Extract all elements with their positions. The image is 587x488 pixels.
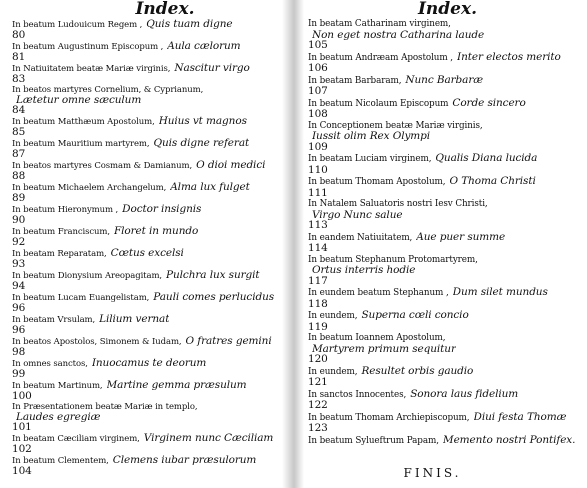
- index-entry: [12, 116, 278, 138]
- entry-incipit: Nunc Barbaræ: [405, 74, 484, 85]
- page-number: 113: [308, 219, 328, 231]
- entry-title: In beatum Ludouicum Regem ,: [12, 20, 143, 30]
- index-entry: [12, 402, 278, 433]
- index-entry: [308, 232, 577, 255]
- index-entry: [308, 366, 577, 389]
- entry-title: In eundem,: [308, 366, 358, 377]
- right-page: [290, 0, 587, 488]
- entry-incipit: Ortus interris hodie: [312, 265, 416, 276]
- index-entry: [12, 455, 278, 477]
- entry-incipit: Lætetur omne sæculum: [16, 95, 142, 105]
- entry-title: In sanctos Innocentes,: [308, 389, 407, 400]
- entry-incipit: Sonora laus fidelium: [410, 388, 519, 399]
- entry-title: In beatam Vrsulam,: [12, 315, 96, 325]
- entry-incipit: O dioi medici: [196, 160, 266, 170]
- page-number: 123: [308, 422, 328, 434]
- page-number: 98: [12, 346, 26, 358]
- page-number: 117: [308, 274, 328, 287]
- entry-incipit: Martyrem primum sequitur: [312, 343, 456, 354]
- entry-incipit: Nascitur virgo: [174, 63, 250, 73]
- page-number: 93: [12, 258, 26, 270]
- index-entry: [12, 19, 278, 41]
- index-entry: [12, 63, 278, 85]
- entry-title: In beatos martyres Cornelium, & Cyprianum,: [12, 85, 204, 95]
- entry-title: In beatum Thomam Apostolum,: [308, 177, 446, 187]
- index-entry: [12, 160, 278, 182]
- page-number: 108: [308, 108, 328, 120]
- entry-incipit: Alma lux fulget: [170, 182, 250, 192]
- entry-title: In beatam Catharinam virginem,: [308, 19, 451, 29]
- page-number: 118: [308, 297, 328, 310]
- entry-incipit: Lilium vernat: [99, 314, 170, 324]
- entry-incipit: Huius vt magnos: [158, 116, 247, 126]
- index-entry: [308, 153, 577, 176]
- page-number: 88: [12, 170, 26, 182]
- page-title: Index.: [417, 0, 478, 19]
- entry-incipit: Iussit olim Rex Olympi: [312, 131, 431, 142]
- entry-incipit: Non eget nostra Catharina laude: [312, 29, 485, 40]
- index-entry: [308, 121, 577, 154]
- index-entry: [12, 380, 278, 402]
- entry-title: In beatum Thomam Archiepiscopum,: [308, 412, 470, 423]
- page-number: 80: [12, 29, 26, 41]
- entry-incipit: Floret in mundo: [113, 226, 199, 236]
- page-number: 83: [12, 73, 26, 85]
- finis-label: FINIS.: [403, 466, 462, 480]
- entry-incipit: Aula cælorum: [167, 41, 241, 51]
- entry-title: In beatum Nicolaum Episcopum: [308, 98, 449, 109]
- entry-incipit: Pulchra lux surgit: [166, 270, 260, 280]
- entry-title: In beatam Luciam virginem,: [308, 154, 432, 164]
- entry-incipit: O fratres gemini: [185, 336, 272, 346]
- entry-title: In beatum Ioannem Apostolum,: [308, 333, 446, 343]
- entry-title: In beatum Lucam Euangelistam,: [12, 293, 150, 303]
- index-entry: [308, 333, 577, 366]
- entry-title: In eandem Natiuitatem,: [308, 232, 413, 243]
- entry-title: In Conceptionem beatæ Mariæ virginis,: [308, 120, 483, 131]
- page-number: 104: [12, 465, 32, 477]
- entry-title: In beatum Augustinum Episcopum ,: [12, 42, 164, 52]
- entry-incipit: Doctor insignis: [122, 204, 202, 214]
- page-number: 107: [308, 85, 328, 97]
- entry-title: In eundem,: [308, 311, 358, 321]
- entry-incipit: O Thoma Christi: [449, 176, 536, 187]
- page-number: 121: [308, 376, 328, 388]
- entry-incipit: Resultet orbis gaudio: [361, 365, 474, 376]
- index-entry: [12, 336, 278, 358]
- entry-incipit: Cœtus excelsi: [110, 248, 184, 258]
- page-title: Index.: [135, 0, 195, 19]
- page-number: 87: [12, 148, 26, 160]
- index-entry: [12, 41, 278, 63]
- page-number: 101: [12, 421, 32, 433]
- entry-title: In Natalem Saluatoris nostri Iesv Christi,: [308, 199, 488, 209]
- page-number: 84: [12, 104, 26, 116]
- entry-incipit: Memento nostri Pontifex.: [442, 434, 576, 445]
- index-entry: [12, 204, 278, 226]
- page-number: 96: [12, 302, 26, 314]
- entry-incipit: Aue puer summe: [416, 231, 506, 242]
- entry-title: In beatum Dionysium Areopagitam,: [12, 271, 163, 281]
- entry-title: In beatos Apostolos, Simonem & Iudam,: [12, 337, 182, 347]
- entry-title: In omnes sanctos,: [12, 359, 88, 369]
- entry-incipit: Superna cœli concio: [361, 310, 469, 321]
- entry-title: In beatum Matthæum Apostolum,: [12, 117, 155, 127]
- entry-title: In beatum Andræam Apostolum ,: [308, 52, 454, 63]
- entry-title: In beatum Hieronymum ,: [12, 205, 119, 215]
- entry-incipit: Quis tuam digne: [146, 19, 233, 29]
- index-entry: [308, 19, 577, 52]
- entry-title: In eundem beatum Stephanum ,: [308, 288, 449, 298]
- index-entry: [308, 435, 577, 447]
- index-entry: [308, 176, 577, 199]
- entry-title: In beatam Barbaram,: [308, 75, 402, 86]
- index-entry: [12, 314, 278, 336]
- index-entry: [308, 389, 577, 412]
- entry-title: In beatum Mauritium martyrem,: [12, 139, 150, 149]
- index-entry: [308, 412, 577, 435]
- index-entry: [12, 433, 278, 455]
- entry-incipit: Corde sincero: [452, 97, 526, 108]
- page-number: 120: [308, 353, 328, 365]
- entry-title: In Præsentationem beatæ Mariæ in templo,: [12, 402, 198, 412]
- entry-incipit: Inter electos merito: [457, 51, 561, 62]
- page-number: 96: [12, 324, 26, 336]
- page-number: 85: [12, 126, 26, 138]
- index-entry: [308, 75, 577, 98]
- entry-incipit: Dum silet mundus: [452, 287, 548, 298]
- index-entry: [308, 199, 577, 232]
- index-entry: [12, 248, 278, 270]
- entry-incipit: Qualis Diana lucida: [435, 153, 538, 164]
- index-entry: [12, 138, 278, 160]
- page-number: 105: [308, 39, 328, 51]
- entry-incipit: Quis digne referat: [153, 138, 250, 148]
- index-entry: [12, 358, 278, 380]
- entry-title: In beatum Michaelem Archangelum,: [12, 183, 167, 193]
- page-number: 114: [308, 242, 328, 254]
- index-entry: [12, 182, 278, 204]
- entry-title: In beatum Martinum,: [12, 381, 103, 391]
- entry-title: In beatum Franciscum,: [12, 227, 110, 237]
- entry-incipit: Diui festa Thomæ: [473, 411, 567, 422]
- page-number: 109: [308, 140, 328, 153]
- page-number: 81: [12, 51, 26, 63]
- entry-incipit: Laudes egregiæ: [16, 412, 101, 422]
- index-entry: [308, 52, 577, 75]
- page-number: 89: [12, 192, 26, 204]
- index-list: [12, 19, 278, 477]
- page-number: 119: [308, 320, 328, 333]
- page-number: 100: [12, 390, 32, 402]
- page-number: 99: [12, 368, 26, 380]
- entry-title: In Natiuitatem beatæ Mariæ virginis,: [12, 64, 171, 74]
- index-entry: [308, 98, 577, 121]
- entry-incipit: Virginem nunc Cæciliam: [143, 433, 274, 443]
- page-number: 102: [12, 443, 32, 455]
- index-entry: [308, 310, 577, 333]
- index-entry: [308, 255, 577, 288]
- entry-incipit: Inuocamus te deorum: [91, 358, 207, 368]
- index-entry: [308, 287, 577, 310]
- index-entry: [12, 292, 278, 314]
- entry-title: In beatum Stephanum Protomartyrem,: [308, 254, 478, 265]
- page-number: 106: [308, 62, 328, 74]
- entry-title: In beatam Cæciliam virginem,: [12, 434, 140, 444]
- page-number: 90: [12, 214, 26, 226]
- page-number: 122: [308, 399, 328, 411]
- entry-title: In beatam Reparatam,: [12, 249, 107, 259]
- page-number: 111: [308, 186, 328, 199]
- entry-title: In beatum Clementem,: [12, 456, 109, 466]
- entry-title: In beatos martyres Cosmam & Damianum,: [12, 161, 193, 171]
- entry-incipit: Pauli comes perlucidus: [153, 292, 275, 302]
- index-entry: [12, 226, 278, 248]
- index-entry: [12, 270, 278, 292]
- entry-incipit: Virgo Nunc salue: [312, 209, 403, 220]
- left-page: [0, 0, 290, 488]
- page-number: 94: [12, 280, 26, 292]
- page-number: 92: [12, 236, 26, 248]
- entry-incipit: Clemens iubar præsulorum: [112, 455, 257, 465]
- entry-incipit: Martine gemma præsulum: [106, 380, 247, 390]
- page-number: 110: [308, 163, 328, 176]
- entry-title: In beatum Sylueftrum Papam,: [308, 435, 439, 446]
- index-entry: [12, 85, 278, 116]
- index-list: [308, 19, 577, 446]
